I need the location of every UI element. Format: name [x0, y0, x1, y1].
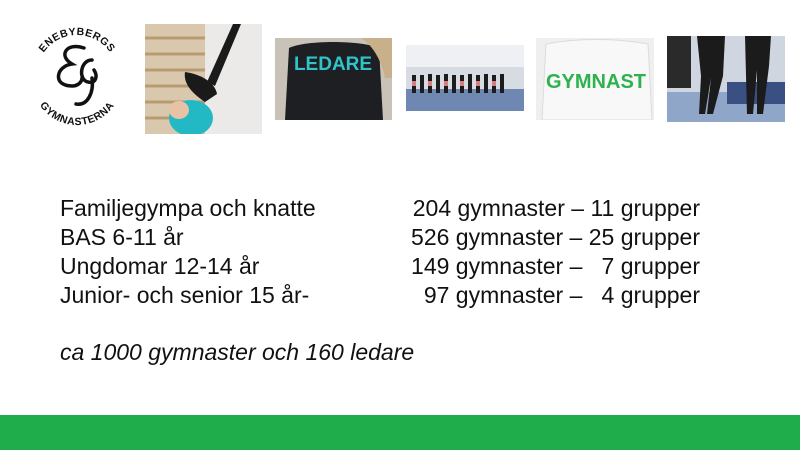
stats-row-label: BAS 6-11 år	[60, 224, 184, 250]
group-stats	[60, 194, 700, 310]
gymnast-shirt-photo	[536, 38, 654, 120]
stats-row-count: 97 gymnaster – 4 grupper	[423, 282, 700, 308]
stats-row	[60, 252, 700, 281]
stats-row-count: 526 gymnaster – 25 grupper	[411, 224, 700, 250]
svg-text:ENEBYBERGS	[37, 26, 118, 55]
stats-row-label: Ungdomar 12-14 år	[60, 253, 260, 279]
club-logo	[22, 20, 132, 130]
logo-bottom-text: GYMNASTERNA	[37, 99, 117, 129]
club-logo-graphic	[22, 20, 132, 130]
logo-top-text: ENEBYBERGS	[36, 25, 118, 55]
stats-row-label: Familjegympa och knatte	[60, 195, 316, 221]
footer-bar	[0, 415, 800, 450]
ledare-shirt-photo	[275, 38, 392, 120]
stats-row-count: 149 gymnaster – 7 grupper	[411, 253, 700, 279]
stats-row	[60, 223, 700, 252]
stats-row-count: 204 gymnaster – 11 grupper	[412, 195, 700, 221]
gymnast-pose-photo	[145, 24, 262, 134]
training-photo	[667, 36, 785, 122]
stats-row-label: Junior- och senior 15 år-	[60, 282, 310, 308]
summary-text: ca 1000 gymnaster och 160 ledare	[60, 339, 415, 365]
team-lineup-photo	[406, 45, 524, 111]
ledare-shirt-text: LEDARE	[293, 54, 373, 75]
logo-monogram-icon	[58, 47, 96, 105]
stats-row	[60, 281, 700, 310]
stats-row	[60, 194, 700, 223]
gymnast-shirt-text: GYMNAST	[546, 71, 646, 93]
